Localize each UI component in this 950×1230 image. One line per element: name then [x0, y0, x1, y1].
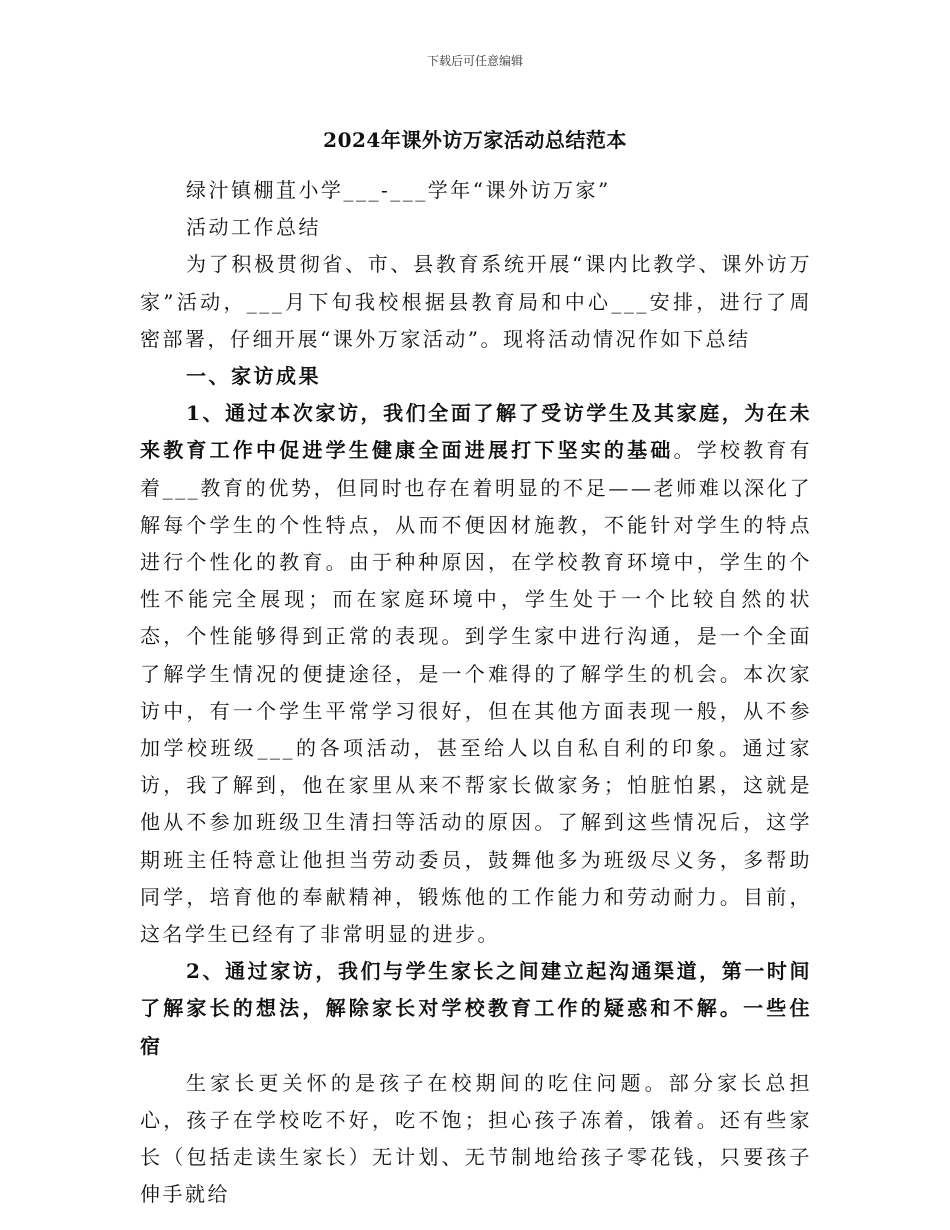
paragraph-item-1 — [140, 395, 812, 953]
item-1-text: 。学校教育有着___教育的优势，但同时也存在着明显的不足——老师难以深化了解每个学生的个性特点，从而不便因材施教，不能针对学生的特点进行个性化的教育。由于种种原因，在学校教育环境中，学生的个性不能完全展现；而在家庭环境中，学生处于一个比较自然的状态，个性能够得到正常的表现。到学生家中进行沟通，是一个全面了解学生情况的便捷途径，是一个难得的了解学生的机会。本次家访中，有一个学生平常学习很好，但在其他方面表现一般，从不参加学校班级___的各项活动，甚至给人以自私自利的印象。通过家访，我了解到，他在家里从来不帮家长做家务；怕脏怕累，这就是他从不参加班级卫生清扫等活动的原因。了解到这些情况后，这学期班主任特意让他担当劳动委员，鼓舞他多为班级尽义务，多帮助同学，培育他的奉献精神，锻炼他的工作能力和劳动耐力。目前，这名学生已经有了非常明显的进步。 — [140, 438, 813, 947]
intro-paragraph: 为了积极贯彻省、市、县教育系统开展“课内比教学、课外访万家”活动，___月下旬我校根据县教育局和中心___安排，进行了周密部署，仔细开展“课外万家活动”。现将活动情况作如下总结 — [140, 252, 812, 351]
subtitle-line-2: 活动工作总结 — [186, 215, 321, 240]
item-1-lead: 1、通过本次家访，我们全面了解了受访学生及其家庭，为在未来教育工作中促进学生健康全面进展打下坚实的基础 — [140, 401, 812, 463]
paragraph-item-2-text: 生家长更关怀的是孩子在校期间的吃住问题。部分家长总担心，孩子在学校吃不好，吃不饱；担心孩子冻着，饿着。还有些家长（包括走读生家长）无计划、无节制地给孩子零花钱，只要孩子伸手就给 — [140, 1070, 812, 1207]
section-heading-1: 一、家访成果 — [186, 364, 321, 389]
document-title: 2024年课外访万家活动总结范本 — [323, 128, 627, 152]
page-header-note: 下载后可任意编辑 — [426, 54, 523, 68]
document-body — [140, 172, 812, 1214]
paragraph-item-2-lead: 2、通过家访，我们与学生家长之间建立起沟通渠道，第一时间了解家长的想法，解除家长对学校教育工作的疑惑和不解。一些住宿 — [140, 959, 812, 1058]
subtitle-line-1: 绿汁镇棚苴小学___-___学年“课外访万家” — [186, 178, 611, 202]
